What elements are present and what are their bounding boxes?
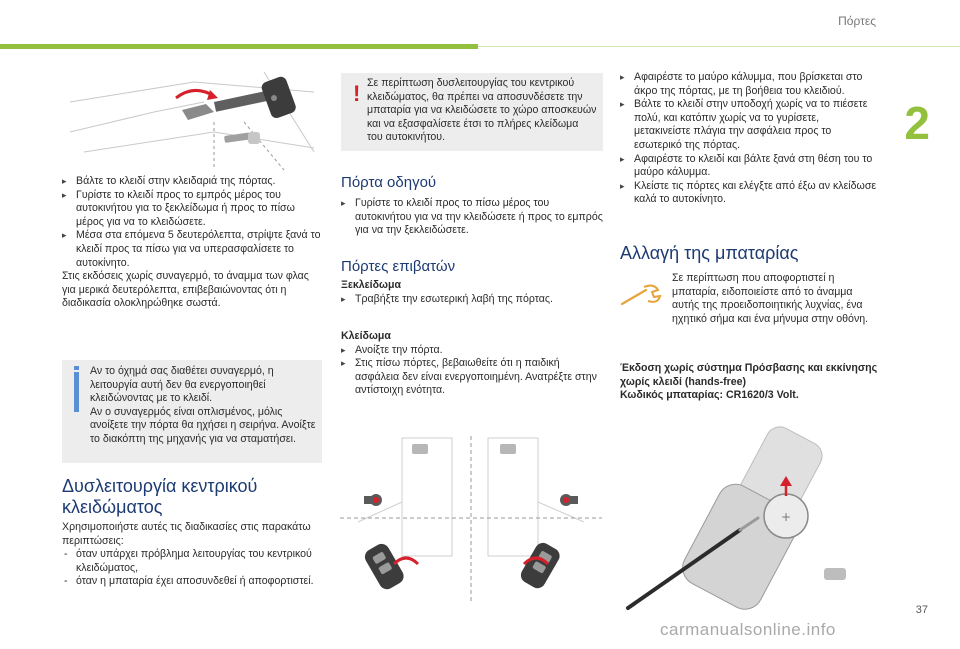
col3-step: ▸ Αφαιρέστε το μαύρο κάλυμμα, που βρίσκεται στο άκρο της πόρτας, με τη βοήθεια του κλειδιού. xyxy=(620,71,878,98)
malfunction-item: - όταν η μπαταρία έχει αποσυνδεθεί ή αποφορτιστεί. xyxy=(62,575,326,589)
watermark: carmanualsonline.info xyxy=(660,620,836,639)
unlock-step: ▸ Τραβήξτε την εσωτερική λαβή της πόρτας. xyxy=(341,293,603,307)
col1-step: ▸ Μέσα στα επόμενα 5 δευτερόλεπτα, στρίψτε ξανά το κλειδί προς τα πίσω για να υπερασφαλίσετε το αυτοκίνητο. xyxy=(62,229,324,270)
page-number: 37 xyxy=(915,604,928,616)
lock-step: ▸ Στις πίσω πόρτες, βεβαιωθείτε ότι η παιδική ασφάλεια δεν είναι ενεργοποιημένη. Ανατρέξτε στην αντίστοιχη ενότητα. xyxy=(341,357,603,398)
version-line: Έκδοση χωρίς σύστημα Πρόσβασης και εκκίνησης xyxy=(620,362,878,374)
driver-door-step: ▸ Γυρίστε το κλειδί προς το πίσω μέρος του αυτοκινήτου για να την κλειδώσετε ή προς το εμπρός για να την ξεκλειδώσετε. xyxy=(341,197,603,238)
unlock-label: Ξεκλείδωμα xyxy=(341,279,401,291)
malfunction-item: - όταν υπάρχει πρόβλημα λειτουργίας του κεντρικού κλειδώματος, xyxy=(62,548,326,575)
door-lock-illustration xyxy=(340,432,602,608)
lock-label: Κλείδωμα xyxy=(341,330,391,342)
info-text: Αν το όχημά σας διαθέτει συναγερμό, η λειτουργία αυτή δεν θα ενεργοποιηθεί κλειδώνοντας με το κλειδί. xyxy=(90,365,274,405)
info-text: Αν ο συναγερμός είναι οπλισμένος, μόλις ανοίξετε την πόρτα θα ηχήσει η σειρήνα. Ανοίξτε το διακόπτη της μηχανής για να σταματήσει. xyxy=(90,405,316,445)
battery-text-wrap xyxy=(672,272,878,326)
wrench-icon xyxy=(620,284,662,308)
version-line: χωρίς κλειδί (hands-free) xyxy=(620,375,747,388)
col1-step: ▸ Γυρίστε το κλειδί προς το εμπρός μέρος του αυτοκινήτου για το ξεκλείδωμα ή προς το πίσω μέρος για να το κλειδώσετε. xyxy=(62,189,324,230)
battery-text: Σε περίπτωση που αποφορτιστεί η μπαταρία, ειδοποιείστε από το άναμμα αυτής της προειδοποιητικής λυχνίας, ένα ηχητικό σήμα και ένα μήνυμα στην οθόνη. xyxy=(672,272,869,325)
col3-step: ▸ Κλείστε τις πόρτες και ελέγξτε από έξω αν κλείδωσε καλά το αυτοκίνητο. xyxy=(620,180,878,207)
header-accent-bar xyxy=(0,44,478,49)
malfunction-heading: Δυσλειτουργία κεντρικού κλειδώματος xyxy=(62,476,258,517)
col1-note: Στις εκδόσεις χωρίς συναγερμό, το άναμμα των φλας για μερικά δευτερόλεπτα, επιβεβαιώνοντας ότι η διαδικασία ολοκληρώθηκε σωστά. xyxy=(62,270,309,310)
battery-plus-icon: + xyxy=(780,510,792,524)
malfunction-body xyxy=(62,521,326,589)
warning-box xyxy=(341,73,603,151)
battery-heading: Αλλαγή της μπαταρίας xyxy=(620,243,799,263)
battery-version xyxy=(620,362,882,403)
lock-step: ▸ Ανοίξτε την πόρτα. xyxy=(341,344,603,358)
driver-door-heading: Πόρτα οδηγού xyxy=(341,174,437,191)
passenger-doors-heading: Πόρτες επιβατών xyxy=(341,258,456,275)
battery-code: Κωδικός μπαταρίας: CR1620/3 Volt. xyxy=(620,389,799,402)
battery-replacement-illustration xyxy=(624,418,874,614)
passenger-unlock xyxy=(341,279,603,306)
passenger-lock xyxy=(341,330,603,398)
header-divider xyxy=(478,46,960,47)
driver-door-body xyxy=(341,197,603,238)
col3-steps xyxy=(620,71,878,207)
door-key-illustration xyxy=(64,62,324,174)
chapter-number: 2 xyxy=(904,97,930,149)
info-box xyxy=(62,360,322,463)
section-title: Πόρτες xyxy=(838,14,876,28)
col3-step: ▸ Βάλτε το κλειδί στην υποδοχή χωρίς να το πιέσετε πολύ, και κατόπιν χωρίς να το γυρίσετε, μετακινείστε πλάγια την ασφάλεια προς το εσωτερικό της πόρτας. xyxy=(620,98,878,152)
malfunction-intro: Χρησιμοποιήστε αυτές τις διαδικασίες στις παρακάτω περιπτώσεις: xyxy=(62,521,311,547)
col3-step: ▸ Αφαιρέστε το κλειδί και βάλτε ξανά στη θέση του το μαύρο κάλυμμα. xyxy=(620,153,878,180)
warning-text: Σε περίπτωση δυσλειτουργίας του κεντρικού κλειδώματος, θα πρέπει να αποσυνδέσετε την μπαταρία για να κλειδώσετε το χώρο αποσκευών και να εξασφαλίσετε έτσι το πλήρες κλείδωμα του αυτοκινήτου. xyxy=(367,77,597,144)
warning-icon: ! xyxy=(353,81,361,106)
col1-step: ▸ Βάλτε το κλειδί στην κλειδαριά της πόρτας. xyxy=(62,175,324,189)
info-icon xyxy=(74,372,79,412)
col1-steps xyxy=(62,175,324,311)
